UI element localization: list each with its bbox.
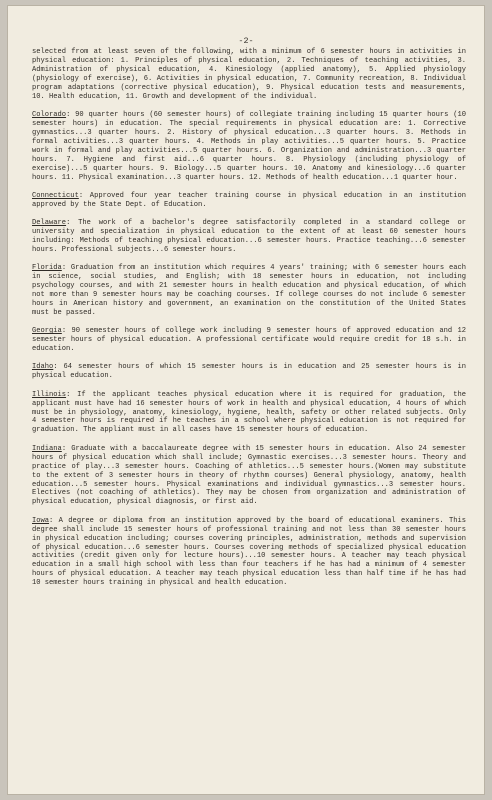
- paragraph-intro: [32, 48, 466, 102]
- state-name: Idaho: [32, 363, 54, 372]
- paragraph-florida: [32, 264, 466, 318]
- paragraph-text: selected from at least seven of the following, with a minimum of 6 semester hours in activities in physical education: 1. Principles of physical education, 2. Techniques of teaching activities, 3. Administration of physical education, 4. Kinesiology (applied anatomy), 5. Applied physiology (physiology of exercise), 6. Activities in physical education, 7. Community recreation, 8. Individual program adaptations (corrective physical education), 9. Physical education tests and measurements, 10. Health education, 11. Growth and development of the individual.: [32, 48, 466, 101]
- paragraph-idaho: [32, 363, 466, 381]
- paragraph-iowa: [32, 517, 466, 589]
- paragraph-text: : 64 semester hours of which 15 semester hours is in education and 25 semester hours is in physical education.: [32, 363, 466, 381]
- page-number: -2-: [238, 36, 254, 46]
- state-name: Florida: [32, 264, 62, 273]
- paragraph-text: : 90 quarter hours (60 semester hours) of collegiate training including 15 quarter hours (10 semester hours) in education. The special requirements in physical education are: 1. Corrective gymnastics...3 quarter hours. 2. History of physical education...3 quarter hours. 3. Methods in formal activities...3 quarter hours. 4. Methods in play activities...5 quarter hours. 5. Practice work in formal and play activities...5 quarter hours. 6. Organization and administration...3 quarter hours. 7. Hygiene and first aid...6 quarter hours. 8. Physiology (including physiology of exercise)...5 quarter hours. 9. Biology...5 quarter hours. 10. Anatomy and kinesiology...6 quarter hours. 11. Physical examination...3 quarter hours. 12. Methods of health education...1 quarter hour.: [32, 111, 466, 182]
- page-body: [32, 48, 466, 598]
- paragraph-text: : If the applicant teaches physical education where it is required for graduation, the applicant must have had 16 semester hours of work in health and physical education, 4 hours of which must be in physiology, anatomy, kinesiology, hygiene, health, safety or other related subjects. Only 4 semester hours is required if he teaches in a school where physical education is not required for graduation. The appliant must in all cases have 15 semester hours of education.: [32, 390, 466, 435]
- state-name: Connecticut: [32, 191, 79, 200]
- state-name: Delaware: [32, 219, 67, 228]
- paragraph-text: : The work of a bachelor's degree satisfactorily completed in a standard college or university and specialization in physical education to the extent of at least 60 semester hours including: Methods of teaching physical education...6 semester hours. Practice teaching...6 semester hours. Professional subjects...6 semester hours.: [32, 219, 466, 254]
- state-name: Georgia: [32, 327, 62, 336]
- paragraph-indiana: [32, 445, 466, 508]
- paragraph-delaware: [32, 219, 466, 255]
- paragraph-colorado: [32, 111, 466, 183]
- state-name: Indiana: [32, 444, 62, 453]
- paragraph-text: : A degree or diploma from an institution approved by the board of educational examiners. This degree shall include 15 semester hours of professional training and not less than 30 semester hours in physical education including; courses covering principles, administration, methods and supervision of physical education...6 semester hours. Courses covering methods of specialized physical education activities (credit given only for lecture hours)...10 semester hours. A teacher may teach physical education in a small high school with less than four teachers if he has had a minimum of 4 semester hours of physical education. A teacher may teach physical education less than half time if he has had 10 semester hours training in physical and health education.: [32, 516, 466, 588]
- paragraph-georgia: [32, 327, 466, 354]
- paragraph-illinois: [32, 391, 466, 436]
- paragraph-text: : Graduate with a baccalaureate degree with 15 semester hours in education. Also 24 semester hours of physical education which shall include; Gymnastic exercises...3 semester hours. Theory and practice of play...3 semester hours. Coaching of athletics...5 semester hours.(Women may substitute to the extent of 3 semester hours in theory of rhythm courses) General physiology, anatomy, health education...5 semester hours. Physical examinations and individual gymnastics...3 semester hours. Electives (not coaching of athletics). They may be chosen from organization and administration of physical education, physical diagnosis, or first aid.: [32, 444, 466, 507]
- paragraph-text: : Approved four year teacher training course in physical education in an institution approved by the State Dept. of Education.: [32, 191, 466, 209]
- state-name: Illinois: [32, 390, 67, 399]
- paragraph-text: : 90 semester hours of college work including 9 semester hours of approved education and 12 semester hours of physical education. A professional certificate would require credit for 18 s.h. in education.: [32, 327, 466, 354]
- state-name: Iowa: [32, 516, 50, 525]
- document-page: [8, 6, 484, 794]
- state-name: Colorado: [32, 111, 67, 120]
- paragraph-text: : Graduation from an institution which requires 4 years' training; with 6 semester hours each in science, social studies, and English; with 18 semester hours in education, not including psychology courses, and with 21 semester hours in health education and physical education, of which not more than 9 semester hours may be coaching courses. If college courses do not include 6 semester hours in American history and government, an examination on the constitution of the United States must be passed.: [32, 264, 466, 318]
- paragraph-connecticut: [32, 192, 466, 210]
